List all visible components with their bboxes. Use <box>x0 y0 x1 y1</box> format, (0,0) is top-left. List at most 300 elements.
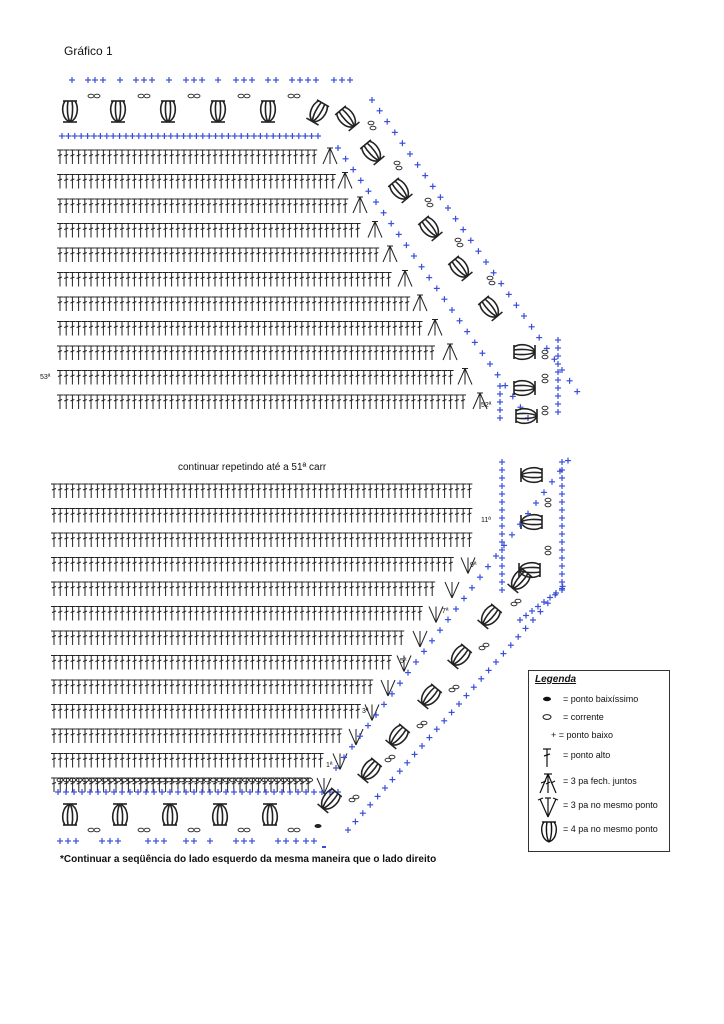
double-crochet-mark <box>262 322 268 336</box>
single-crochet-mark <box>335 145 341 151</box>
double-crochet-mark <box>330 533 336 547</box>
double-crochet-mark <box>113 729 119 743</box>
double-crochet-mark <box>225 705 231 719</box>
double-crochet-mark <box>299 558 305 572</box>
double-crochet-mark <box>175 322 181 336</box>
double-crochet-mark <box>268 224 274 238</box>
double-crochet-mark <box>280 150 286 164</box>
double-crochet-mark <box>237 607 243 621</box>
single-crochet-mark <box>559 483 565 489</box>
double-crochet-mark <box>225 533 231 547</box>
double-crochet-mark <box>255 395 261 409</box>
single-crochet-mark <box>187 133 193 139</box>
double-crochet-mark <box>150 150 156 164</box>
double-crochet-mark <box>392 631 398 645</box>
double-crochet-mark <box>125 150 131 164</box>
double-crochet-mark <box>324 631 330 645</box>
double-crochet-mark <box>249 248 255 262</box>
double-crochet-mark <box>324 680 330 694</box>
double-crochet-mark <box>324 371 330 385</box>
single-crochet-mark <box>315 133 321 139</box>
double-crochet-mark <box>380 631 386 645</box>
double-crochet-mark <box>76 484 82 498</box>
double-crochet-mark <box>200 656 206 670</box>
double-crochet-mark <box>57 371 63 385</box>
double-crochet-mark <box>336 582 342 596</box>
double-crochet-mark <box>404 371 410 385</box>
double-crochet-mark <box>311 607 317 621</box>
double-crochet-mark <box>175 754 181 768</box>
single-crochet-mark <box>302 133 308 139</box>
double-crochet-mark <box>386 533 392 547</box>
double-crochet-mark <box>119 558 125 572</box>
double-crochet-mark <box>336 607 342 621</box>
double-crochet-mark <box>82 705 88 719</box>
double-crochet-mark <box>342 631 348 645</box>
double-crochet-mark <box>132 729 138 743</box>
double-crochet-mark <box>94 533 100 547</box>
double-crochet-mark <box>70 778 76 792</box>
chart-title: Gráfico 1 <box>64 44 113 58</box>
double-crochet-mark <box>336 558 342 572</box>
single-crochet-mark <box>166 77 172 83</box>
double-crochet-mark <box>51 558 57 572</box>
double-crochet-mark <box>336 533 342 547</box>
single-crochet-mark <box>59 133 65 139</box>
double-crochet-mark <box>119 297 125 311</box>
single-crochet-mark <box>469 585 475 591</box>
double-crochet-mark <box>206 582 212 596</box>
double-crochet-mark <box>131 346 137 360</box>
double-crochet-mark <box>181 248 187 262</box>
double-crochet-mark <box>138 150 144 164</box>
double-crochet-mark <box>249 224 255 238</box>
single-crochet-mark <box>345 827 351 833</box>
chain-mark <box>144 828 150 832</box>
double-crochet-mark <box>82 680 88 694</box>
double-crochet-mark <box>107 175 113 189</box>
single-crochet-mark <box>100 77 106 83</box>
double-crochet-mark <box>187 680 193 694</box>
chain-mark <box>194 828 200 832</box>
single-crochet-mark <box>238 133 244 139</box>
double-crochet-mark <box>249 754 255 768</box>
single-crochet-mark <box>449 307 455 313</box>
double-crochet-mark <box>262 533 268 547</box>
double-crochet-mark <box>231 150 237 164</box>
double-crochet-mark <box>57 607 63 621</box>
double-crochet-mark <box>57 484 63 498</box>
double-crochet-mark <box>342 346 348 360</box>
double-crochet-mark <box>423 346 429 360</box>
double-crochet-mark <box>305 322 311 336</box>
double-crochet-mark <box>163 484 169 498</box>
double-crochet-mark <box>218 297 224 311</box>
single-crochet-mark <box>129 133 135 139</box>
double-crochet-mark <box>162 248 168 262</box>
double-crochet-mark <box>324 509 330 523</box>
double-crochet-mark <box>293 273 299 287</box>
double-crochet-mark <box>448 371 454 385</box>
double-crochet-mark <box>107 680 113 694</box>
double-crochet-mark <box>249 656 255 670</box>
double-crochet-mark <box>181 754 187 768</box>
double-crochet-mark <box>256 607 262 621</box>
double-crochet-mark <box>101 484 107 498</box>
double-crochet-mark <box>274 680 280 694</box>
double-crochet-mark <box>181 199 187 213</box>
double-crochet-mark <box>280 705 286 719</box>
double-crochet-mark <box>144 371 150 385</box>
chain-mark <box>489 281 495 285</box>
double-crochet-mark <box>131 199 137 213</box>
double-crochet-mark <box>287 705 293 719</box>
double-crochet-mark <box>94 607 100 621</box>
double-crochet-mark <box>156 248 162 262</box>
dc4-cluster-mark <box>514 381 535 396</box>
double-crochet-mark <box>386 346 392 360</box>
double-crochet-mark <box>324 484 330 498</box>
single-crochet-mark <box>191 838 197 844</box>
single-crochet-mark <box>309 133 315 139</box>
double-crochet-mark <box>379 346 385 360</box>
double-crochet-mark <box>274 175 280 189</box>
single-crochet-mark <box>399 140 405 146</box>
double-crochet-mark <box>293 631 299 645</box>
double-crochet-mark <box>299 150 305 164</box>
chain-mark <box>294 778 300 782</box>
chain-mark <box>545 551 551 555</box>
double-crochet-mark <box>57 395 63 409</box>
double-crochet-mark <box>349 509 355 523</box>
double-crochet-mark <box>100 224 106 238</box>
double-crochet-mark <box>318 729 324 743</box>
double-crochet-mark <box>212 248 218 262</box>
single-crochet-mark <box>231 789 237 795</box>
double-crochet-mark <box>150 582 156 596</box>
double-crochet-mark <box>386 656 392 670</box>
double-crochet-mark <box>212 680 218 694</box>
double-crochet-mark <box>218 656 224 670</box>
double-crochet-mark <box>187 273 193 287</box>
double-crochet-mark <box>435 533 441 547</box>
double-crochet-mark <box>305 346 311 360</box>
single-crochet-mark <box>523 613 529 619</box>
single-crochet-mark <box>405 670 411 676</box>
double-crochet-mark <box>193 297 199 311</box>
double-crochet-mark <box>330 558 336 572</box>
double-crochet-mark <box>194 631 200 645</box>
dc4-cluster-mark <box>261 101 276 122</box>
double-crochet-mark <box>200 322 206 336</box>
single-crochet-mark <box>547 595 553 601</box>
double-crochet-mark <box>429 346 435 360</box>
double-crochet-mark <box>101 754 107 768</box>
double-crochet-mark <box>94 371 100 385</box>
double-crochet-mark <box>274 778 280 792</box>
double-crochet-mark <box>162 273 168 287</box>
double-crochet-mark <box>280 754 286 768</box>
single-crochet-mark <box>555 409 561 415</box>
single-crochet-mark <box>95 789 101 795</box>
single-crochet-mark <box>437 627 443 633</box>
double-crochet-mark <box>249 484 255 498</box>
double-crochet-mark <box>330 395 336 409</box>
single-crochet-mark <box>145 838 151 844</box>
double-crochet-mark <box>237 631 243 645</box>
double-crochet-mark <box>69 395 75 409</box>
double-crochet-mark <box>348 224 354 238</box>
double-crochet-mark <box>280 656 286 670</box>
double-crochet-mark <box>187 582 193 596</box>
double-crochet-mark <box>181 705 187 719</box>
double-crochet-mark <box>243 395 249 409</box>
single-crochet-mark <box>293 838 299 844</box>
double-crochet-mark <box>94 224 100 238</box>
double-crochet-mark <box>218 371 224 385</box>
double-crochet-mark <box>442 533 448 547</box>
double-crochet-mark <box>200 371 206 385</box>
double-crochet-mark <box>224 199 230 213</box>
double-crochet-mark <box>373 582 379 596</box>
double-crochet-mark <box>262 150 268 164</box>
double-crochet-mark <box>94 395 100 409</box>
double-crochet-mark <box>448 533 454 547</box>
double-crochet-mark <box>113 484 119 498</box>
double-crochet-mark <box>429 509 435 523</box>
double-crochet-mark <box>342 680 348 694</box>
single-crochet-mark <box>219 133 225 139</box>
double-crochet-mark <box>187 607 193 621</box>
chain-mark <box>230 778 236 782</box>
single-crochet-mark <box>181 133 187 139</box>
single-crochet-mark <box>437 194 443 200</box>
double-crochet-mark <box>411 582 417 596</box>
double-crochet-mark <box>367 680 373 694</box>
double-crochet-mark <box>336 248 342 262</box>
double-crochet-mark <box>113 395 119 409</box>
double-crochet-mark <box>212 631 218 645</box>
double-crochet-mark <box>107 150 113 164</box>
double-crochet-mark <box>150 224 156 238</box>
double-crochet-mark <box>138 533 144 547</box>
double-crochet-mark <box>299 729 305 743</box>
double-crochet-mark <box>249 273 255 287</box>
double-crochet-mark <box>280 371 286 385</box>
double-crochet-mark <box>57 150 63 164</box>
double-crochet-mark <box>138 582 144 596</box>
single-crochet-mark <box>441 296 447 302</box>
single-crochet-mark <box>107 838 113 844</box>
single-crochet-mark <box>499 491 505 497</box>
double-crochet-mark <box>231 533 237 547</box>
double-crochet-mark <box>150 199 156 213</box>
double-crochet-mark <box>274 705 280 719</box>
double-crochet-mark <box>318 680 324 694</box>
double-crochet-mark <box>169 150 175 164</box>
double-crochet-mark <box>317 395 323 409</box>
double-crochet-mark <box>311 175 317 189</box>
single-crochet-mark <box>567 378 573 384</box>
double-crochet-mark <box>280 729 286 743</box>
double-crochet-mark <box>150 656 156 670</box>
double-crochet-mark <box>107 509 113 523</box>
double-crochet-mark <box>342 199 348 213</box>
single-crochet-mark <box>493 659 499 665</box>
double-crochet-mark <box>373 607 379 621</box>
double-crochet-mark <box>361 346 367 360</box>
double-crochet-mark <box>268 607 274 621</box>
row-label-53: 53ª <box>40 374 51 381</box>
double-crochet-mark <box>262 705 268 719</box>
dc4-cluster-icon <box>537 819 561 845</box>
double-crochet-mark <box>243 558 249 572</box>
single-crochet-mark <box>347 77 353 83</box>
double-crochet-mark <box>286 175 292 189</box>
single-crochet-mark <box>343 156 349 162</box>
double-crochet-mark <box>324 248 330 262</box>
double-crochet-mark <box>169 199 175 213</box>
double-crochet-mark <box>256 656 262 670</box>
double-crochet-mark <box>336 322 342 336</box>
double-crochet-mark <box>107 533 113 547</box>
single-crochet-mark <box>275 838 281 844</box>
double-crochet-mark <box>311 273 317 287</box>
double-crochet-mark <box>194 705 200 719</box>
double-crochet-mark <box>200 705 206 719</box>
double-crochet-mark <box>324 199 330 213</box>
double-crochet-mark <box>206 248 212 262</box>
double-crochet-mark <box>243 680 249 694</box>
double-crochet-mark <box>69 224 75 238</box>
double-crochet-mark <box>330 175 336 189</box>
double-crochet-mark <box>144 533 150 547</box>
double-crochet-mark <box>119 346 125 360</box>
double-crochet-mark <box>454 509 460 523</box>
double-crochet-mark <box>361 631 367 645</box>
single-crochet-mark <box>529 324 535 330</box>
double-crochet-mark <box>280 297 286 311</box>
single-crochet-mark <box>493 553 499 559</box>
double-crochet-mark <box>181 558 187 572</box>
single-crochet-mark <box>273 77 279 83</box>
double-crochet-mark <box>404 297 410 311</box>
double-crochet-mark <box>76 533 82 547</box>
double-crochet-mark <box>404 484 410 498</box>
double-crochet-mark <box>100 199 106 213</box>
double-crochet-mark <box>70 558 76 572</box>
double-crochet-mark <box>218 680 224 694</box>
double-crochet-mark <box>317 175 323 189</box>
double-crochet-mark <box>324 224 330 238</box>
double-crochet-mark <box>181 224 187 238</box>
double-crochet-mark <box>256 754 262 768</box>
double-crochet-mark <box>82 322 88 336</box>
double-crochet-mark <box>411 607 417 621</box>
double-crochet-mark <box>262 224 268 238</box>
double-crochet-mark <box>324 297 330 311</box>
double-crochet-mark <box>218 484 224 498</box>
double-crochet-mark <box>299 754 305 768</box>
double-crochet-mark <box>150 175 156 189</box>
chain-mark <box>159 778 165 782</box>
double-crochet-mark <box>156 680 162 694</box>
single-crochet-mark <box>559 571 565 577</box>
single-crochet-mark <box>477 574 483 580</box>
double-crochet-mark <box>349 582 355 596</box>
single-crochet-mark <box>404 760 410 766</box>
double-crochet-mark <box>119 582 125 596</box>
dc4-cluster-mark <box>516 409 537 424</box>
chain-mark <box>194 94 200 98</box>
single-crochet-mark <box>499 563 505 569</box>
double-crochet-mark <box>224 322 230 336</box>
dc4-cluster-mark <box>385 724 410 749</box>
single-crochet-mark <box>509 532 515 538</box>
double-crochet-mark <box>348 346 354 360</box>
double-crochet-mark <box>237 297 243 311</box>
double-crochet-mark <box>131 395 137 409</box>
double-crochet-mark <box>51 509 57 523</box>
double-crochet-mark <box>200 346 206 360</box>
legend-item-dc3-shell: = 3 pa no mesmo ponto <box>533 795 667 821</box>
double-crochet-mark <box>206 729 212 743</box>
double-crochet-mark <box>411 509 417 523</box>
double-crochet-mark <box>342 371 348 385</box>
double-crochet-mark <box>156 656 162 670</box>
single-crochet-mark <box>536 335 542 341</box>
double-crochet-mark <box>125 199 131 213</box>
double-crochet-mark <box>373 484 379 498</box>
double-crochet-mark <box>150 533 156 547</box>
single-crochet-mark <box>497 407 503 413</box>
double-crochet-mark <box>144 631 150 645</box>
double-crochet-mark <box>231 199 237 213</box>
double-crochet-mark <box>88 680 94 694</box>
single-crochet-mark <box>349 744 355 750</box>
double-crochet-mark <box>156 395 162 409</box>
double-crochet-mark <box>311 729 317 743</box>
double-crochet-mark <box>367 607 373 621</box>
single-crochet-mark <box>104 133 110 139</box>
row-label-7: 7ª <box>442 608 449 615</box>
double-crochet-mark <box>206 754 212 768</box>
single-crochet-mark <box>497 399 503 405</box>
double-crochet-mark <box>150 607 156 621</box>
double-crochet-mark <box>404 607 410 621</box>
double-crochet-mark <box>187 248 193 262</box>
double-crochet-mark <box>249 297 255 311</box>
double-crochet-mark <box>175 558 181 572</box>
double-crochet-mark <box>101 582 107 596</box>
chain-mark <box>389 755 395 759</box>
double-crochet-mark <box>392 558 398 572</box>
footnote: *Continuar a seqüência do lado esquerdo da mesma maneira que o lado direito <box>60 854 437 865</box>
single-crochet-mark <box>360 810 366 816</box>
double-crochet-mark <box>138 631 144 645</box>
double-crochet-mark <box>82 484 88 498</box>
double-crochet-mark <box>318 631 324 645</box>
double-crochet-mark <box>361 582 367 596</box>
double-crochet-mark <box>231 607 237 621</box>
double-crochet-mark <box>76 224 82 238</box>
double-crochet-mark <box>305 656 311 670</box>
double-crochet-mark <box>231 175 237 189</box>
double-crochet-mark <box>237 273 243 287</box>
double-crochet-mark <box>287 558 293 572</box>
double-crochet-mark <box>57 558 63 572</box>
chain-mark <box>108 778 114 782</box>
